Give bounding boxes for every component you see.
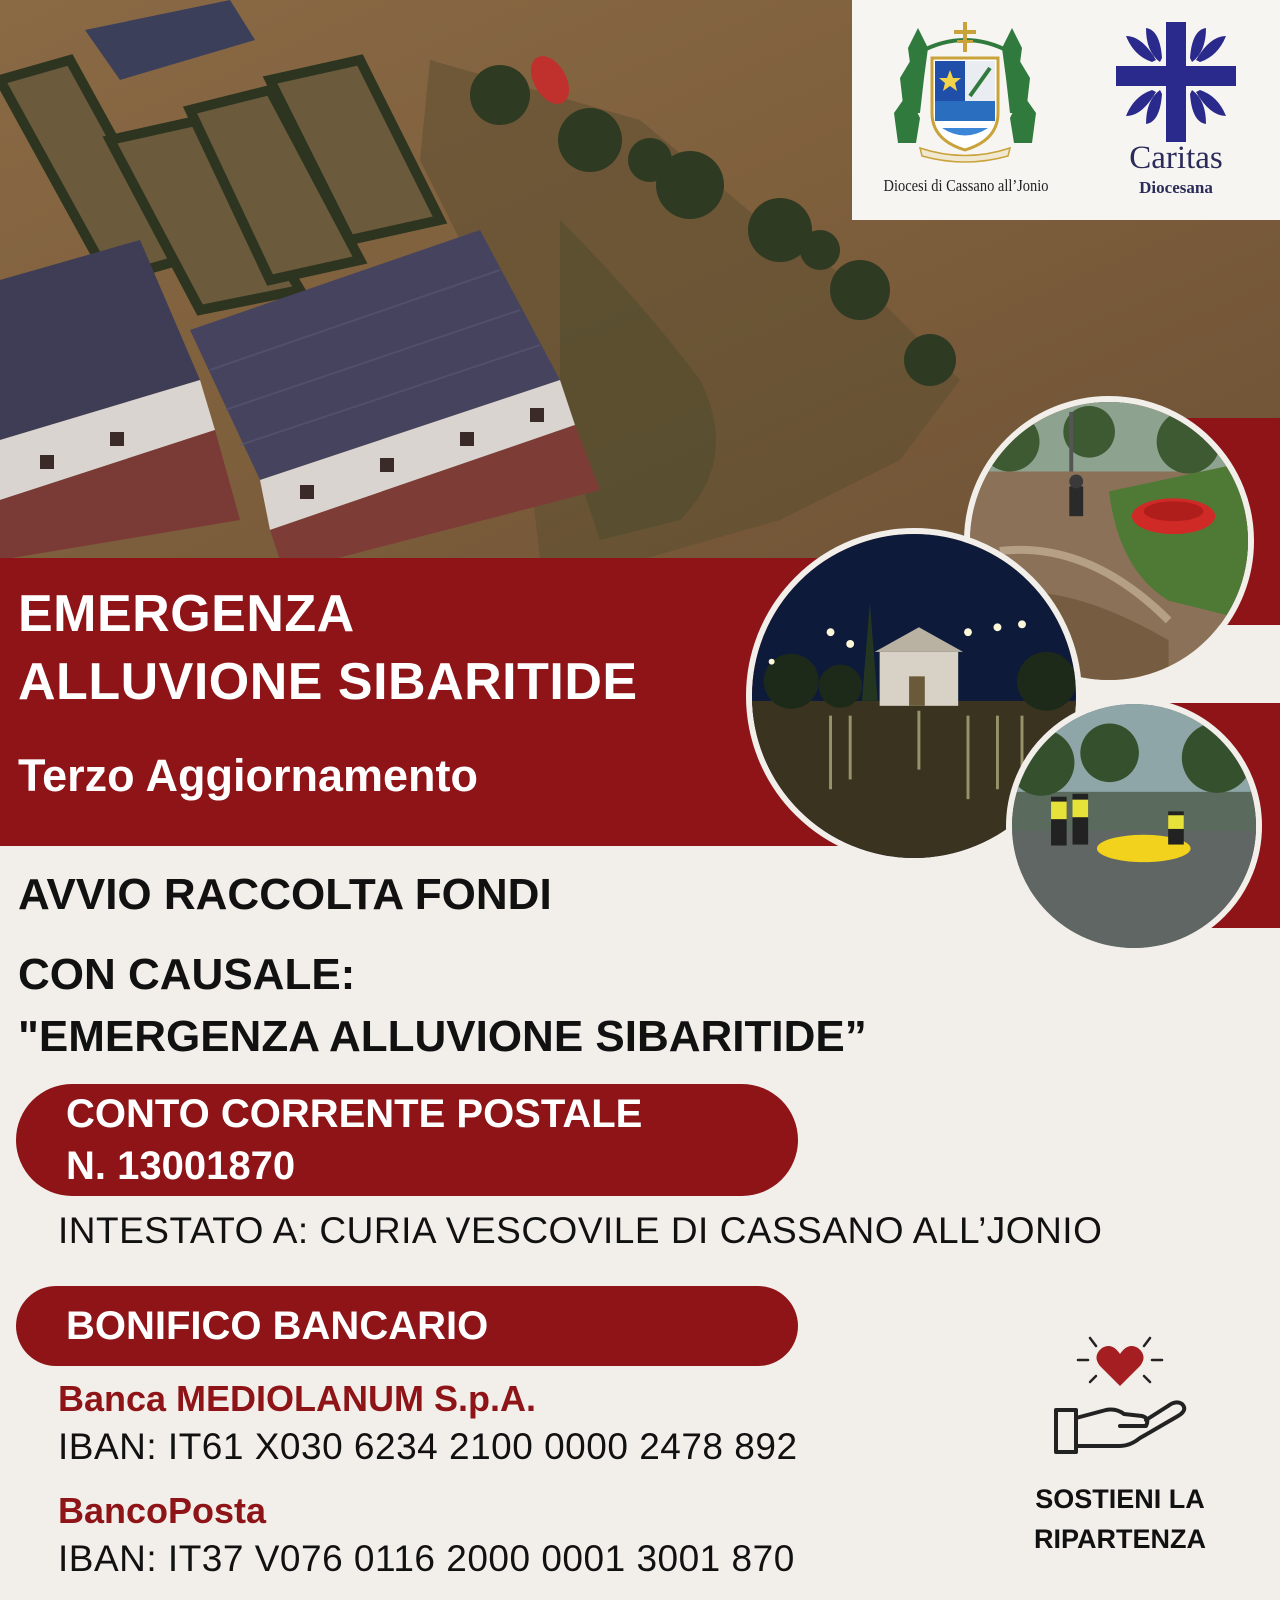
postal-account-label: CONTO CORRENTE POSTALE: [66, 1092, 643, 1136]
logo-panel: [852, 0, 1280, 220]
support-line-2: RIPARTENZA: [1034, 1524, 1206, 1554]
fundraising-heading: AVVIO RACCOLTA FONDI: [18, 870, 552, 919]
account-holder: INTESTATO A: CURIA VESCOVILE DI CASSANO ALL’JONIO: [58, 1210, 1103, 1251]
diocese-name: Diocesi di Cassano all’Jonio: [883, 176, 1049, 195]
postal-account-number: N. 13001870: [66, 1144, 296, 1188]
headline-line-2: ALLUVIONE SIBARITIDE: [18, 653, 638, 711]
caritas-name: Caritas: [1129, 140, 1223, 176]
rescue-team-photo: [1006, 698, 1262, 954]
postal-account-pill: [16, 1084, 798, 1196]
caritas-cross-icon: [1116, 22, 1236, 142]
bank-name: Banca MEDIOLANUM S.p.A.: [58, 1378, 537, 1419]
caritas-subtitle: Diocesana: [1139, 178, 1213, 197]
bank-transfer-label: BONIFICO BANCARIO: [66, 1304, 489, 1348]
support-line-1: SOSTIENI LA: [1035, 1484, 1205, 1514]
iban: IBAN: IT37 V076 0116 2000 0001 3001 870: [58, 1538, 795, 1579]
headline-subtitle: Terzo Aggiornamento: [18, 750, 478, 801]
bank-name: BancoPosta: [58, 1490, 267, 1531]
diocese-coat-of-arms-icon: [890, 18, 1040, 168]
causale-value: "EMERGENZA ALLUVIONE SIBARITIDE”: [18, 1012, 867, 1061]
causale-label: CON CAUSALE:: [18, 950, 356, 999]
bank-transfer-pill: [16, 1286, 798, 1366]
headline-line-1: EMERGENZA: [18, 585, 355, 643]
iban: IBAN: IT61 X030 6234 2100 0000 2478 892: [58, 1426, 798, 1467]
heart-hand-icon: [1050, 1330, 1190, 1462]
